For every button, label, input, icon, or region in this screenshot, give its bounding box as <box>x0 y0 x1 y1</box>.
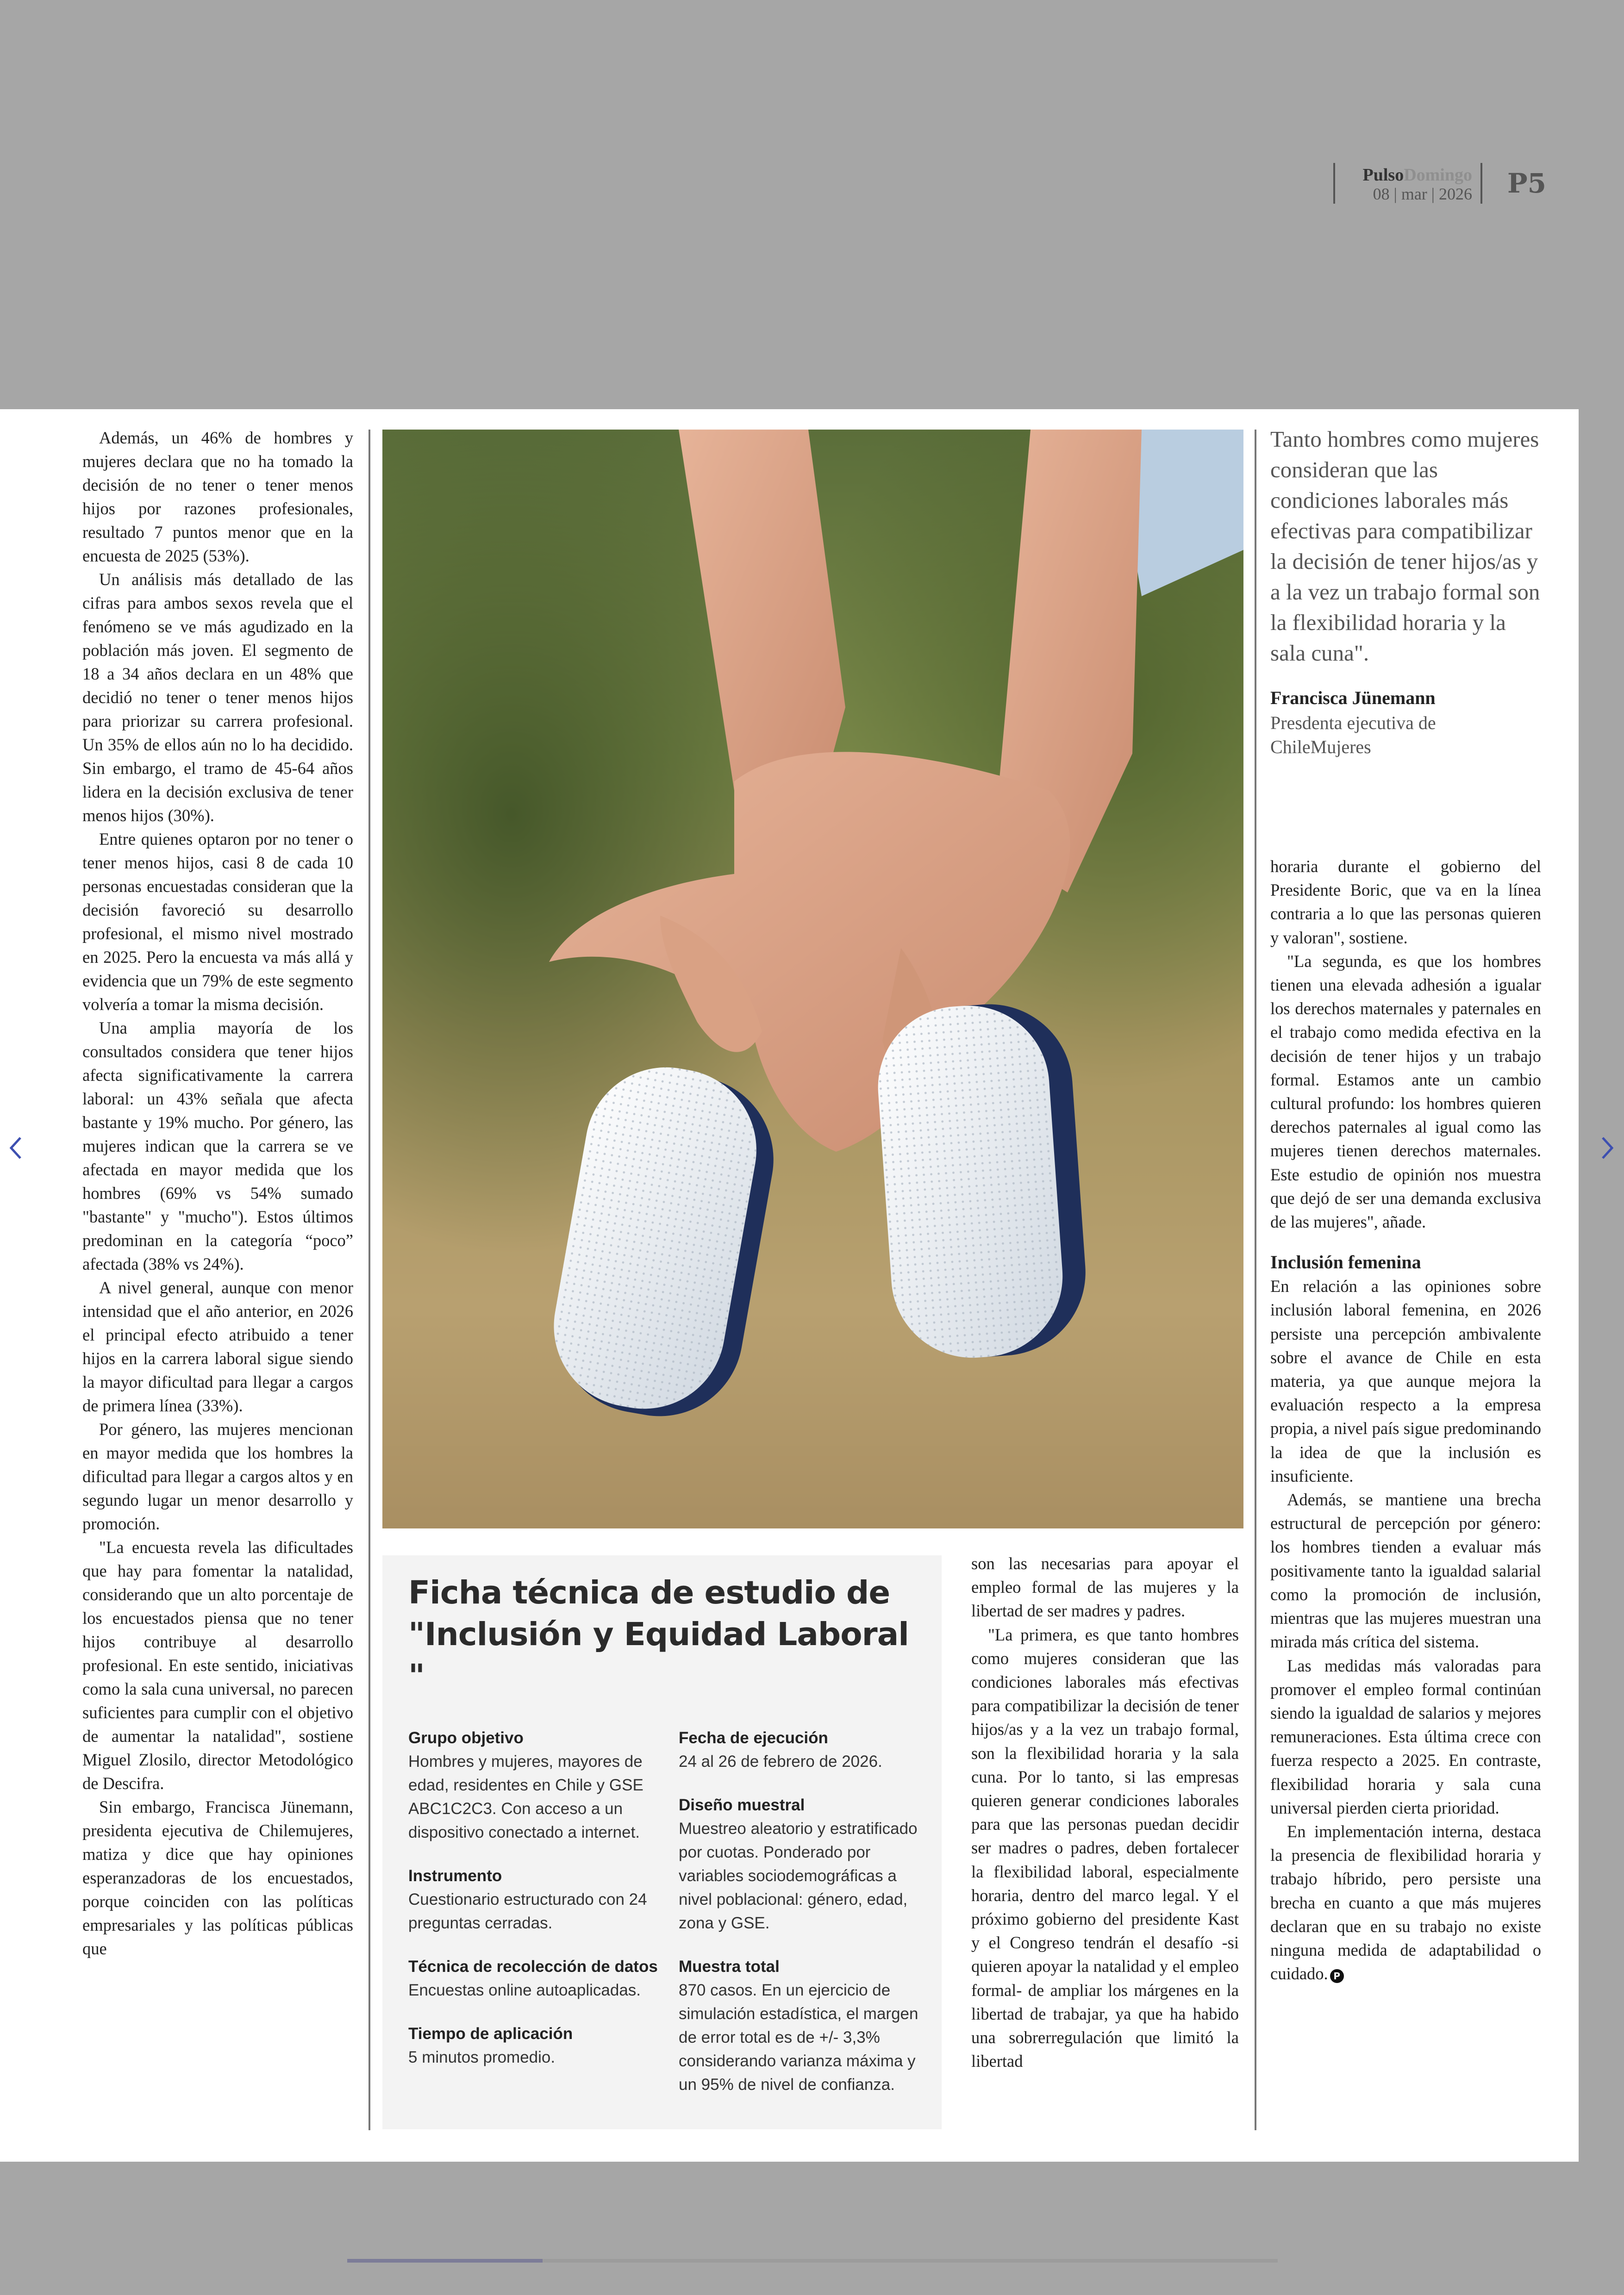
column-divider <box>369 430 370 2130</box>
paragraph: Una amplia mayoría de los consultados considera que tener hijos afecta significativamente la carrera laboral: un 43% señala que afecta bastante y 19% mucho. Por género, las mujeres indican que la carrera se ve afectada en mayor medida que los hombres (69% vs 54% sumado "bastante" y "mucho"). Estos últimos predominan en la categoría “poco” afectada (38% vs 24%). <box>82 1018 353 1273</box>
ficha-text: Encuestas online autoaplicadas. <box>408 1981 641 1999</box>
page-number: P5 <box>1507 168 1546 199</box>
ficha-text: Cuestionario estructurado con 24 preguntas cerradas. <box>408 1890 647 1932</box>
ficha-text: 5 minutos promedio. <box>408 2048 556 2066</box>
ficha-label: Diseño muestral <box>679 1796 805 1814</box>
ficha-label: Instrumento <box>408 1867 502 1885</box>
ficha-column-right <box>679 1727 929 2117</box>
ficha-text: 24 al 26 de febrero de 2026. <box>679 1752 882 1771</box>
paragraph: Las medidas más valoradas para promover el empleo formal continúan siendo la igualdad de salarios y mejores remuneraciones. Esta última crece con fuerza respecto a 2025. En contraste, flexibilidad horaria y sala cuna universal pierden cierta prioridad. <box>1270 1656 1541 1817</box>
ficha-label: Muestra total <box>679 1958 780 1976</box>
page-progress-bar[interactable] <box>347 2259 1278 2263</box>
paragraph-text: En implementación interna, destaca la presencia de flexibilidad horaria y trabajo híbrido, pero persiste una brecha en cuanto a que más mujeres declaran que en su trabajo no existe ninguna medida de adaptabilidad o cuidado. <box>1270 1821 1541 1983</box>
paragraph: "La segunda, es que los hombres tienen una elevada adhesión a igualar los derechos maternales y paternales en el trabajo como medida efectiva en la decisión de tener hijos y un trabajo formal. Estamos ante un cambio cultural profundo: los hombres quieren derechos paternales al igual como las mujeres tienen derechos maternales. Este estudio de opinión nos muestra que dejó de ser una demanda exclusiva de las mujeres", añade. <box>1270 951 1541 1232</box>
quote-author-role: Presdenta ejecutiva de ChileMujeres <box>1270 712 1436 757</box>
hands-baby-shoes-image <box>382 430 1243 1528</box>
ficha-item <box>408 2022 658 2069</box>
ficha-text: Muestreo aleatorio y estratificado por cuotas. Ponderado por variables sociodemográficas a nivel poblacional: género, edad, zona y GSE. <box>679 1820 918 1932</box>
article-photo <box>382 430 1243 1528</box>
paragraph: "La primera, es que tanto hombres como mujeres consideran que las condiciones laborales más efectivas para compatibilizar la decisión de tener hijos/as y a la vez un trabajo formal, son la flexibilidad horaria y la sala cuna. Por lo tanto, si las empresas quieren generar condiciones laborales para que las personas puedan decidir ser madres o padres, deben fortalecer la flexibilidad laboral, especialmente horaria, dentro del marco legal. Y el próximo gobierno del presidente Kast y el Congreso tendrán el desafío -si quieren apoyar la natalidad y el empleo formal- de ampliar los márgenes en la libertad de trabajar, ya que ha habido una sobrerregulación que limitó la libertad <box>971 1625 1239 2071</box>
publication-date: 08 | mar | 2026 <box>1373 185 1472 203</box>
paragraph <box>1270 1820 1541 1985</box>
paragraph: Un análisis más detallado de las cifras para ambos sexos revela que el fenómeno se ve más agudizado en la población más joven. El segmento de 18 a 34 años declara en un 48% que decidió no tener o tener menos hijos para priorizar su carrera profesional. Un 35% de ellos aún no lo ha decidido. Sin embargo, el tramo de 45-64 años lidera en la decisión exclusiva de tener menos hijos (30%). <box>82 570 353 825</box>
ficha-item <box>408 1865 658 1935</box>
ficha-label: Grupo objetivo <box>408 1729 524 1747</box>
ficha-item <box>408 1955 658 2002</box>
ficha-item <box>679 1794 929 1935</box>
ficha-label: Fecha de ejecución <box>679 1729 828 1747</box>
newspaper-page <box>0 409 1579 2162</box>
publication-brand <box>1363 165 1473 185</box>
ficha-label: Tiempo de aplicación <box>408 2025 573 2043</box>
ficha-item <box>408 1727 658 1844</box>
previous-page-arrow-icon[interactable] <box>6 1134 25 1162</box>
ficha-text: 870 casos. En un ejercicio de simulación estadística, el margen de error total es de +/- 3,3% considerando varianza máxima y un 95% de nivel de confianza. <box>679 1981 918 2094</box>
brand-domingo: Domingo <box>1404 165 1472 185</box>
paragraph: son las necesarias para apoyar el empleo formal de las mujeres y la libertad de ser madres y padres. <box>971 1554 1239 1621</box>
ficha-title: Ficha técnica de estudio de "Inclusión y Equidad Laboral " <box>408 1574 909 1695</box>
paragraph: "La encuesta revela las dificultades que hay para fomentar la natalidad, considerando que un alto porcentaje de los encuestados piensa que no tener hijos contribuye al desarrollo profesional. En este sentido, iniciativas como la sala cuna universal, no parecen suficientes para cumplir con el objetivo de aumentar la natalidad", sostiene Miguel Zlosilo, director Metodológico de Descifra. <box>82 1538 353 1793</box>
ficha-label: Técnica de recolección de datos <box>408 1958 658 1976</box>
article-column-4 <box>1270 854 1541 1985</box>
header-divider <box>1480 163 1482 204</box>
quote-author: Francisca Jünemann <box>1270 687 1436 708</box>
page-progress-fill <box>347 2259 543 2263</box>
ficha-text: Hombres y mujeres, mayores de edad, residentes en Chile y GSE ABC1C2C3. Con acceso a un dispositivo conectado a internet. <box>408 1752 643 1841</box>
paragraph: Entre quienes optaron por no tener o tener menos hijos, casi 8 de cada 10 personas encuestadas consideran que la decisión favoreció su desarrollo profesional, el mismo nivel mostrado en 2025. Pero la encuesta va más allá y evidencia que un 79% de este segmento volvería a tomar la misma decisión. <box>82 829 353 1014</box>
page-header <box>1333 163 1546 205</box>
ficha-item <box>679 1727 929 1773</box>
paragraph: horaria durante el gobierno del Presidente Boric, que va en la línea contraria a lo que las personas quieren y valoran", sostiene. <box>1270 857 1541 947</box>
next-page-arrow-icon[interactable] <box>1598 1134 1617 1162</box>
ficha-item <box>679 1955 929 2096</box>
paragraph: Sin embargo, Francisca Jünemann, presidenta ejecutiva de Chilemujeres, matiza y dice que hay opiniones esperanzadoras de los encuestados, porque coinciden con las políticas empresariales y las políticas públicas que <box>82 1797 353 1958</box>
ficha-tecnica-box <box>382 1555 942 2129</box>
ficha-column-left <box>408 1727 658 2089</box>
paragraph: A nivel general, aunque con menor intensidad que el año anterior, en 2026 el principal efecto atribuido a tener hijos en la carrera laboral sigue siendo la mayor dificultad para llegar a cargos de primera línea (33%). <box>82 1278 353 1415</box>
paragraph: En relación a las opiniones sobre inclusión laboral femenina, en 2026 persiste una percepción ambivalente sobre el avance de Chile en esta materia, ya que aunque mejora la evaluación respecto a la empresa propia, a nivel país sigue predominando la idea de que la inclusión es insuficiente. <box>1270 1277 1541 1485</box>
article-column-3 <box>971 1552 1239 2073</box>
article-column-1 <box>82 426 353 1960</box>
pull-quote: Tanto hombres como mujeres consideran que las condiciones laborales más efectivas para compatibilizar la decisión de tener hijos/as y a la vez un trabajo formal son la flexibilidad horaria y la sala cuna". <box>1270 426 1540 666</box>
header-divider <box>1333 163 1335 204</box>
brand-pulso: Pulso <box>1362 165 1404 185</box>
column-divider <box>1255 430 1256 2130</box>
paragraph: Además, se mantiene una brecha estructural de percepción por género: los hombres tienden a evaluar más positivamente tanto la igualdad salarial como la promoción de inclusión, mientras que las mujeres muestran una mirada más crítica del sistema. <box>1270 1490 1541 1652</box>
end-mark-icon: P <box>1330 1969 1344 1983</box>
paragraph: Por género, las mujeres mencionan en mayor medida que los hombres la dificultad para llegar a cargos altos y en segundo lugar un menor desarrollo y promoción. <box>82 1420 353 1533</box>
section-subheading: Inclusión femenina <box>1270 1252 1421 1273</box>
paragraph: Además, un 46% de hombres y mujeres declara que no ha tomado la decisión de no tener o tener menos hijos por razones profesionales, resultado 7 puntos menor que en la encuesta de 2025 (53%). <box>82 428 353 565</box>
